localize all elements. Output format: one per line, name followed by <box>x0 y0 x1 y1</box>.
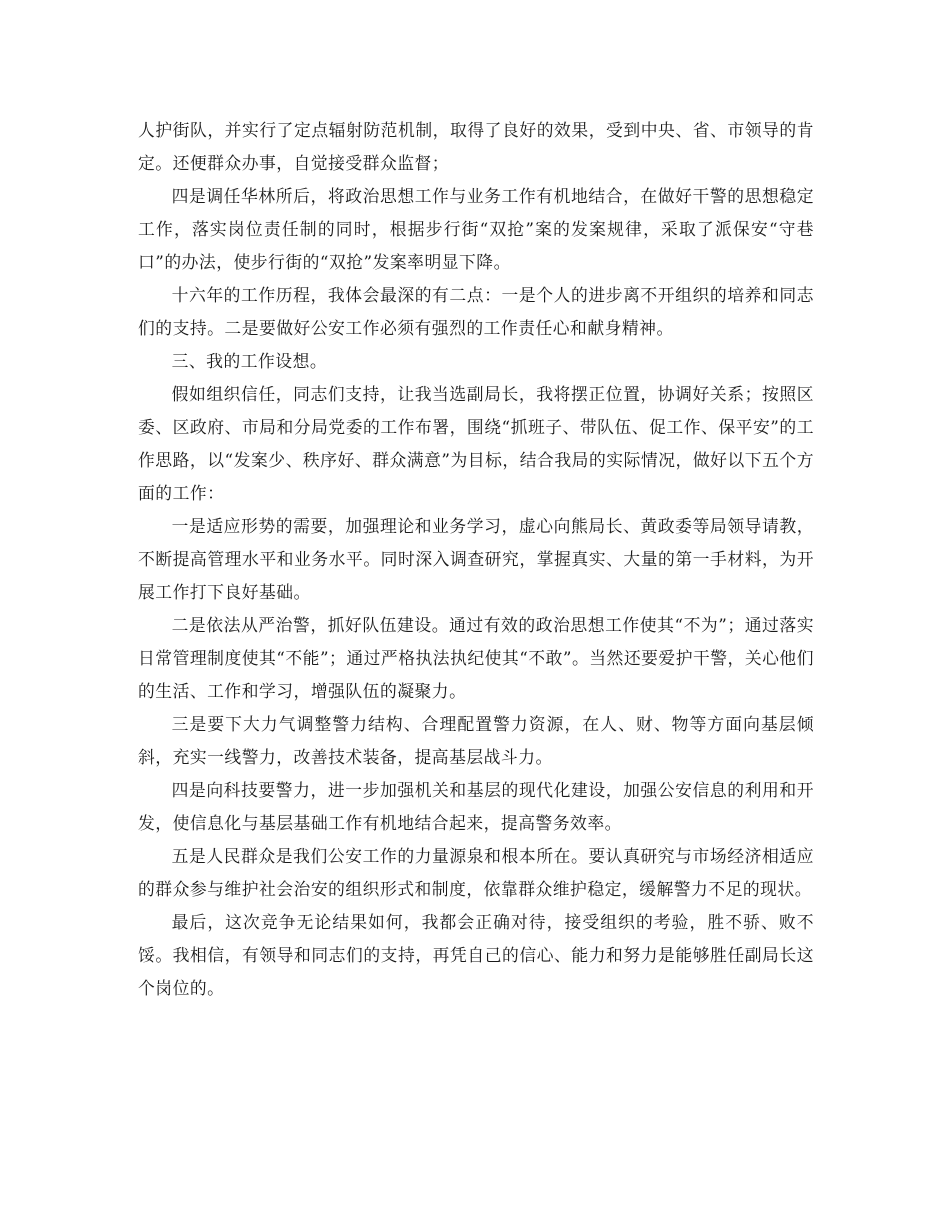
paragraph-9: 四是向科技要警力，进一步加强机关和基层的现代化建设，加强公安信息的利用和开发，使信息化与基层基础工作有机地结合起来，提高警务效率。 <box>138 780 814 833</box>
paragraph-3: 十六年的工作历程，我体会最深的有二点：一是个人的进步离不开组织的培养和同志们的支持。二是要做好公安工作必须有强烈的工作责任心和献身精神。 <box>138 285 814 338</box>
paragraph-8: 三是要下大力气调整警力结构、合理配置警力资源，在人、财、物等方面向基层倾斜，充实一线警力，改善技术装备，提高基层战斗力。 <box>138 714 814 767</box>
document-body <box>138 114 814 1005</box>
paragraph-1: 人护街队，并实行了定点辐射防范机制，取得了良好的效果，受到中央、省、市领导的肯定。还便群众办事，自觉接受群众监督； <box>138 120 814 173</box>
paragraph-11: 最后，这次竞争无论结果如何，我都会正确对待，接受组织的考验，胜不骄、败不馁。我相信，有领导和同志们的支持，再凭自己的信心、能力和努力是能够胜任副局长这个岗位的。 <box>138 912 814 998</box>
paragraph-6: 一是适应形势的需要，加强理论和业务学习，虚心向熊局长、黄政委等局领导请教，不断提高管理水平和业务水平。同时深入调查研究，掌握真实、大量的第一手材料，为开展工作打下良好基础。 <box>138 516 814 602</box>
paragraph-10: 五是人民群众是我们公安工作的力量源泉和根本所在。要认真研究与市场经济相适应的群众参与维护社会治安的组织形式和制度，依靠群众维护稳定，缓解警力不足的现状。 <box>138 846 814 899</box>
section-heading: 三、我的工作设想。 <box>171 351 328 371</box>
paragraph-5: 假如组织信任，同志们支持，让我当选副局长，我将摆正位置，协调好关系；按照区委、区政府、市局和分局党委的工作布署，围绕“抓班子、带队伍、促工作、保平安”的工作思路，以“发案少、秩序好、群众满意”为目标，结合我局的实际情况，做好以下五个方面的工作： <box>138 384 814 503</box>
paragraph-2: 四是调任华林所后，将政治思想工作与业务工作有机地结合，在做好干警的思想稳定工作，落实岗位责任制的同时，根据步行街“双抢”案的发案规律，采取了派保安“守巷口”的办法，使步行街的“双抢”发案率明显下降。 <box>138 186 814 272</box>
paragraph-7: 二是依法从严治警，抓好队伍建设。通过有效的政治思想工作使其“不为”；通过落实日常管理制度使其“不能”；通过严格执法执纪使其“不敢”。当然还要爱护干警，关心他们的生活、工作和学习，增强队伍的凝聚力。 <box>138 615 814 701</box>
